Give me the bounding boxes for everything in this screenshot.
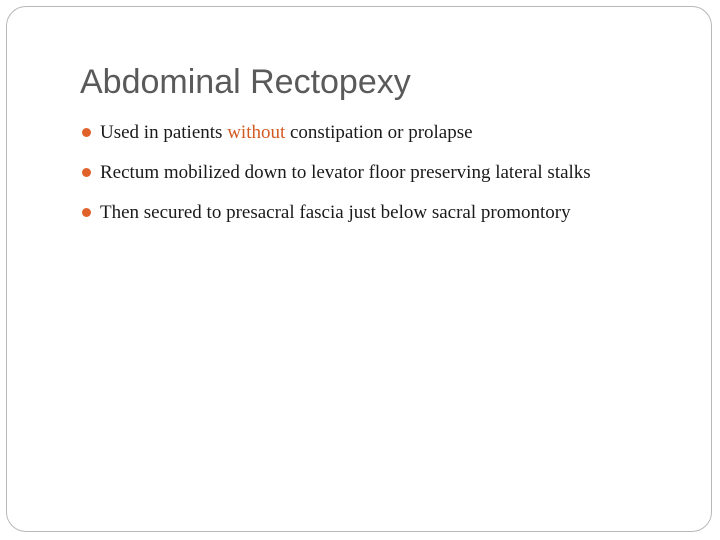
slide-title: Abdominal Rectopexy — [80, 63, 411, 101]
bullet-item — [82, 197, 662, 229]
bullet-text-after: constipation or prolapse — [285, 122, 473, 143]
highlighted-word: without — [227, 122, 286, 143]
bullet-dot-icon — [82, 168, 91, 177]
bullet-text: Rectum mobilized down to levator floor preserving lateral stalks — [100, 162, 591, 183]
bullet-dot-icon — [82, 208, 91, 217]
bullet-dot-icon — [82, 128, 91, 137]
bullet-text: Then secured to presacral fascia just below sacral promontory — [100, 202, 571, 223]
bullet-item — [82, 117, 662, 149]
bullet-item — [82, 157, 662, 189]
bullet-text-before: Used in patients — [100, 122, 228, 143]
bullet-list — [82, 117, 662, 237]
